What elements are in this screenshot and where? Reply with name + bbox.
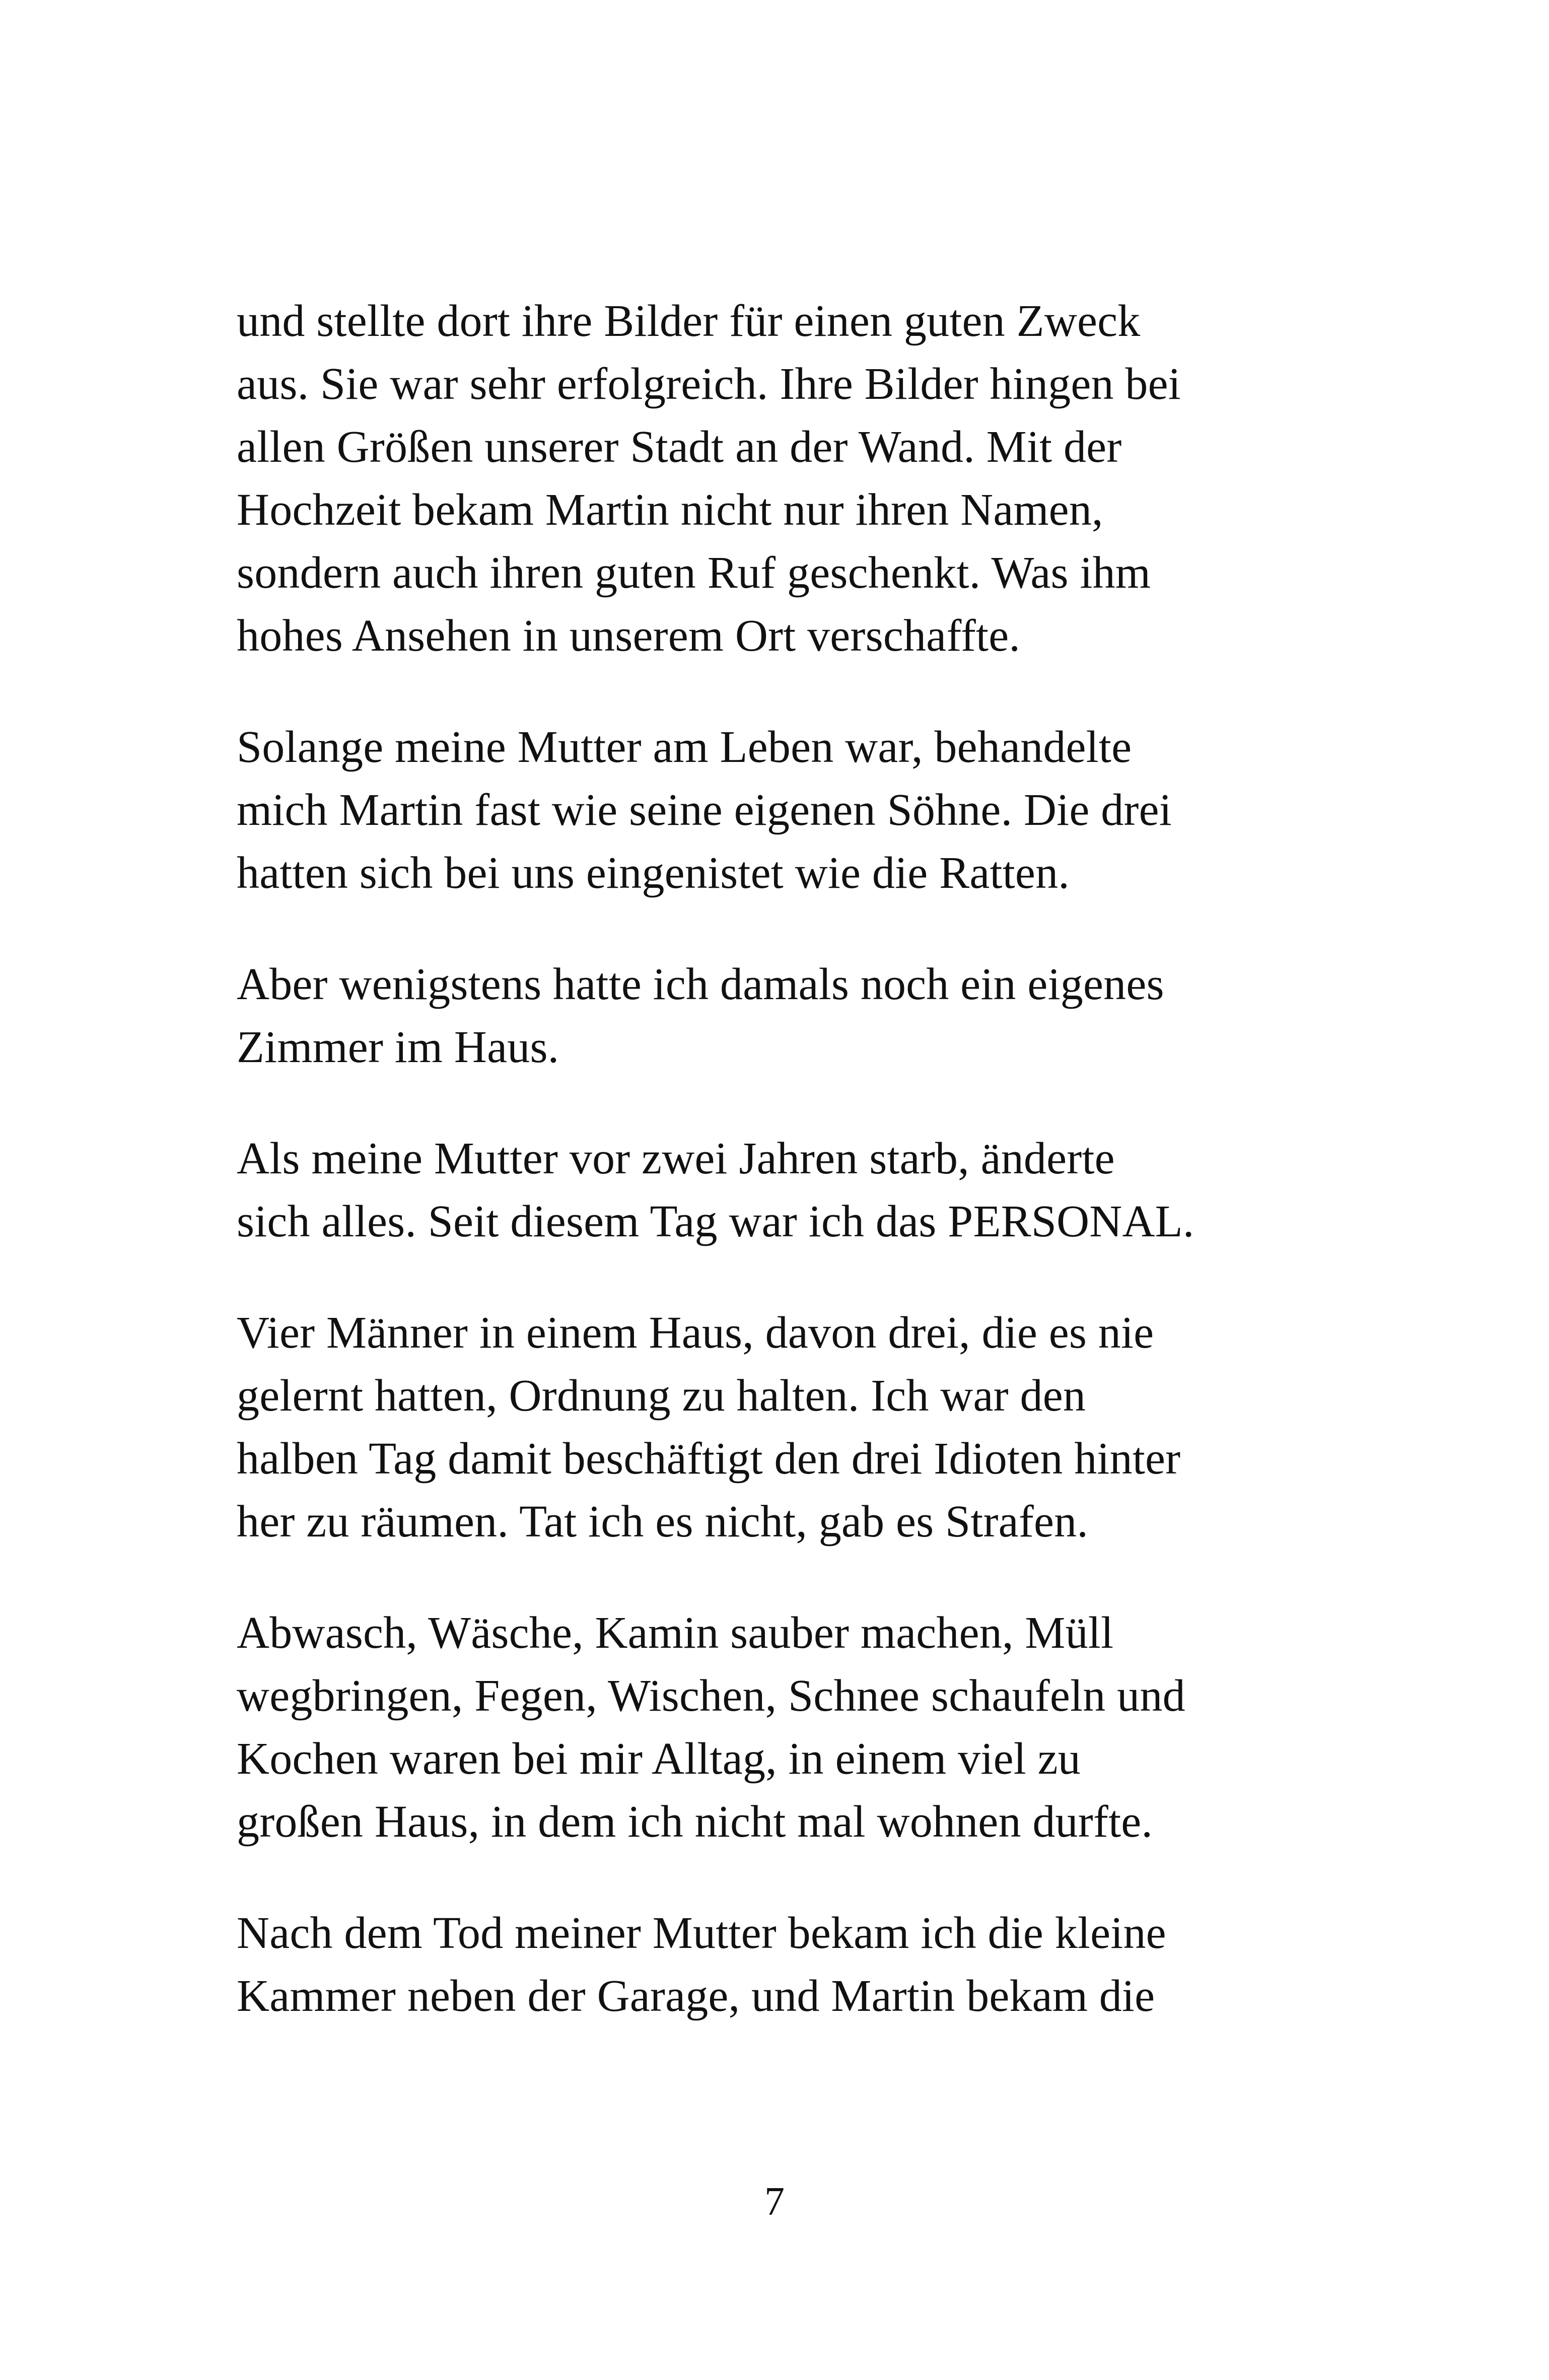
text-line: Kochen waren bei mir Alltag, in einem viel zu	[237, 1734, 1081, 1784]
text-line: hatten sich bei uns eingenistet wie die Ratten.	[237, 848, 1070, 898]
text-line: Vier Männer in einem Haus, davon drei, die es nie	[237, 1308, 1154, 1358]
text-line: sondern auch ihren guten Ruf geschenkt. Was ihm	[237, 548, 1151, 598]
text-line: hohes Ansehen in unserem Ort verschaffte.	[237, 611, 1021, 661]
text-line: wegbringen, Fegen, Wischen, Schnee schaufeln und	[237, 1671, 1185, 1721]
body-text	[237, 290, 1314, 2076]
text-line: Abwasch, Wäsche, Kamin sauber machen, Müll	[237, 1608, 1114, 1658]
paragraph-4	[237, 1127, 1314, 1253]
text-line: sich alles. Seit diesem Tag war ich das PERSONAL.	[237, 1197, 1194, 1246]
text-line: Hochzeit bekam Martin nicht nur ihren Namen,	[237, 485, 1103, 535]
text-line: Aber wenigstens hatte ich damals noch ein eigenes	[237, 959, 1164, 1009]
text-line: und stellte dort ihre Bilder für einen guten Zweck	[237, 296, 1141, 346]
text-line: Als meine Mutter vor zwei Jahren starb, änderte	[237, 1134, 1115, 1183]
paragraph-2	[237, 716, 1314, 904]
text-line: großen Haus, in dem ich nicht mal wohnen durfte.	[237, 1797, 1153, 1847]
text-line: gelernt hatten, Ordnung zu halten. Ich war den	[237, 1371, 1086, 1421]
text-line: halben Tag damit beschäftigt den drei Idioten hinter	[237, 1434, 1181, 1484]
page-number: 7	[764, 2180, 785, 2224]
text-line: allen Größen unserer Stadt an der Wand. Mit der	[237, 422, 1122, 472]
text-line: Zimmer im Haus.	[237, 1022, 559, 1072]
paragraph-6	[237, 1601, 1314, 1853]
paragraph-7	[237, 1902, 1314, 2027]
paragraph-3	[237, 953, 1314, 1079]
text-line: mich Martin fast wie seine eigenen Söhne. Die drei	[237, 785, 1172, 835]
text-line: Nach dem Tod meiner Mutter bekam ich die kleine	[237, 1908, 1166, 1958]
text-line: her zu räumen. Tat ich es nicht, gab es Strafen.	[237, 1497, 1089, 1547]
text-line: Kammer neben der Garage, und Martin bekam die	[237, 1971, 1155, 2021]
paragraph-1	[237, 290, 1314, 667]
paragraph-5	[237, 1301, 1314, 1553]
text-line: Solange meine Mutter am Leben war, behandelte	[237, 722, 1132, 772]
text-line: aus. Sie war sehr erfolgreich. Ihre Bilder hingen bei	[237, 359, 1181, 409]
